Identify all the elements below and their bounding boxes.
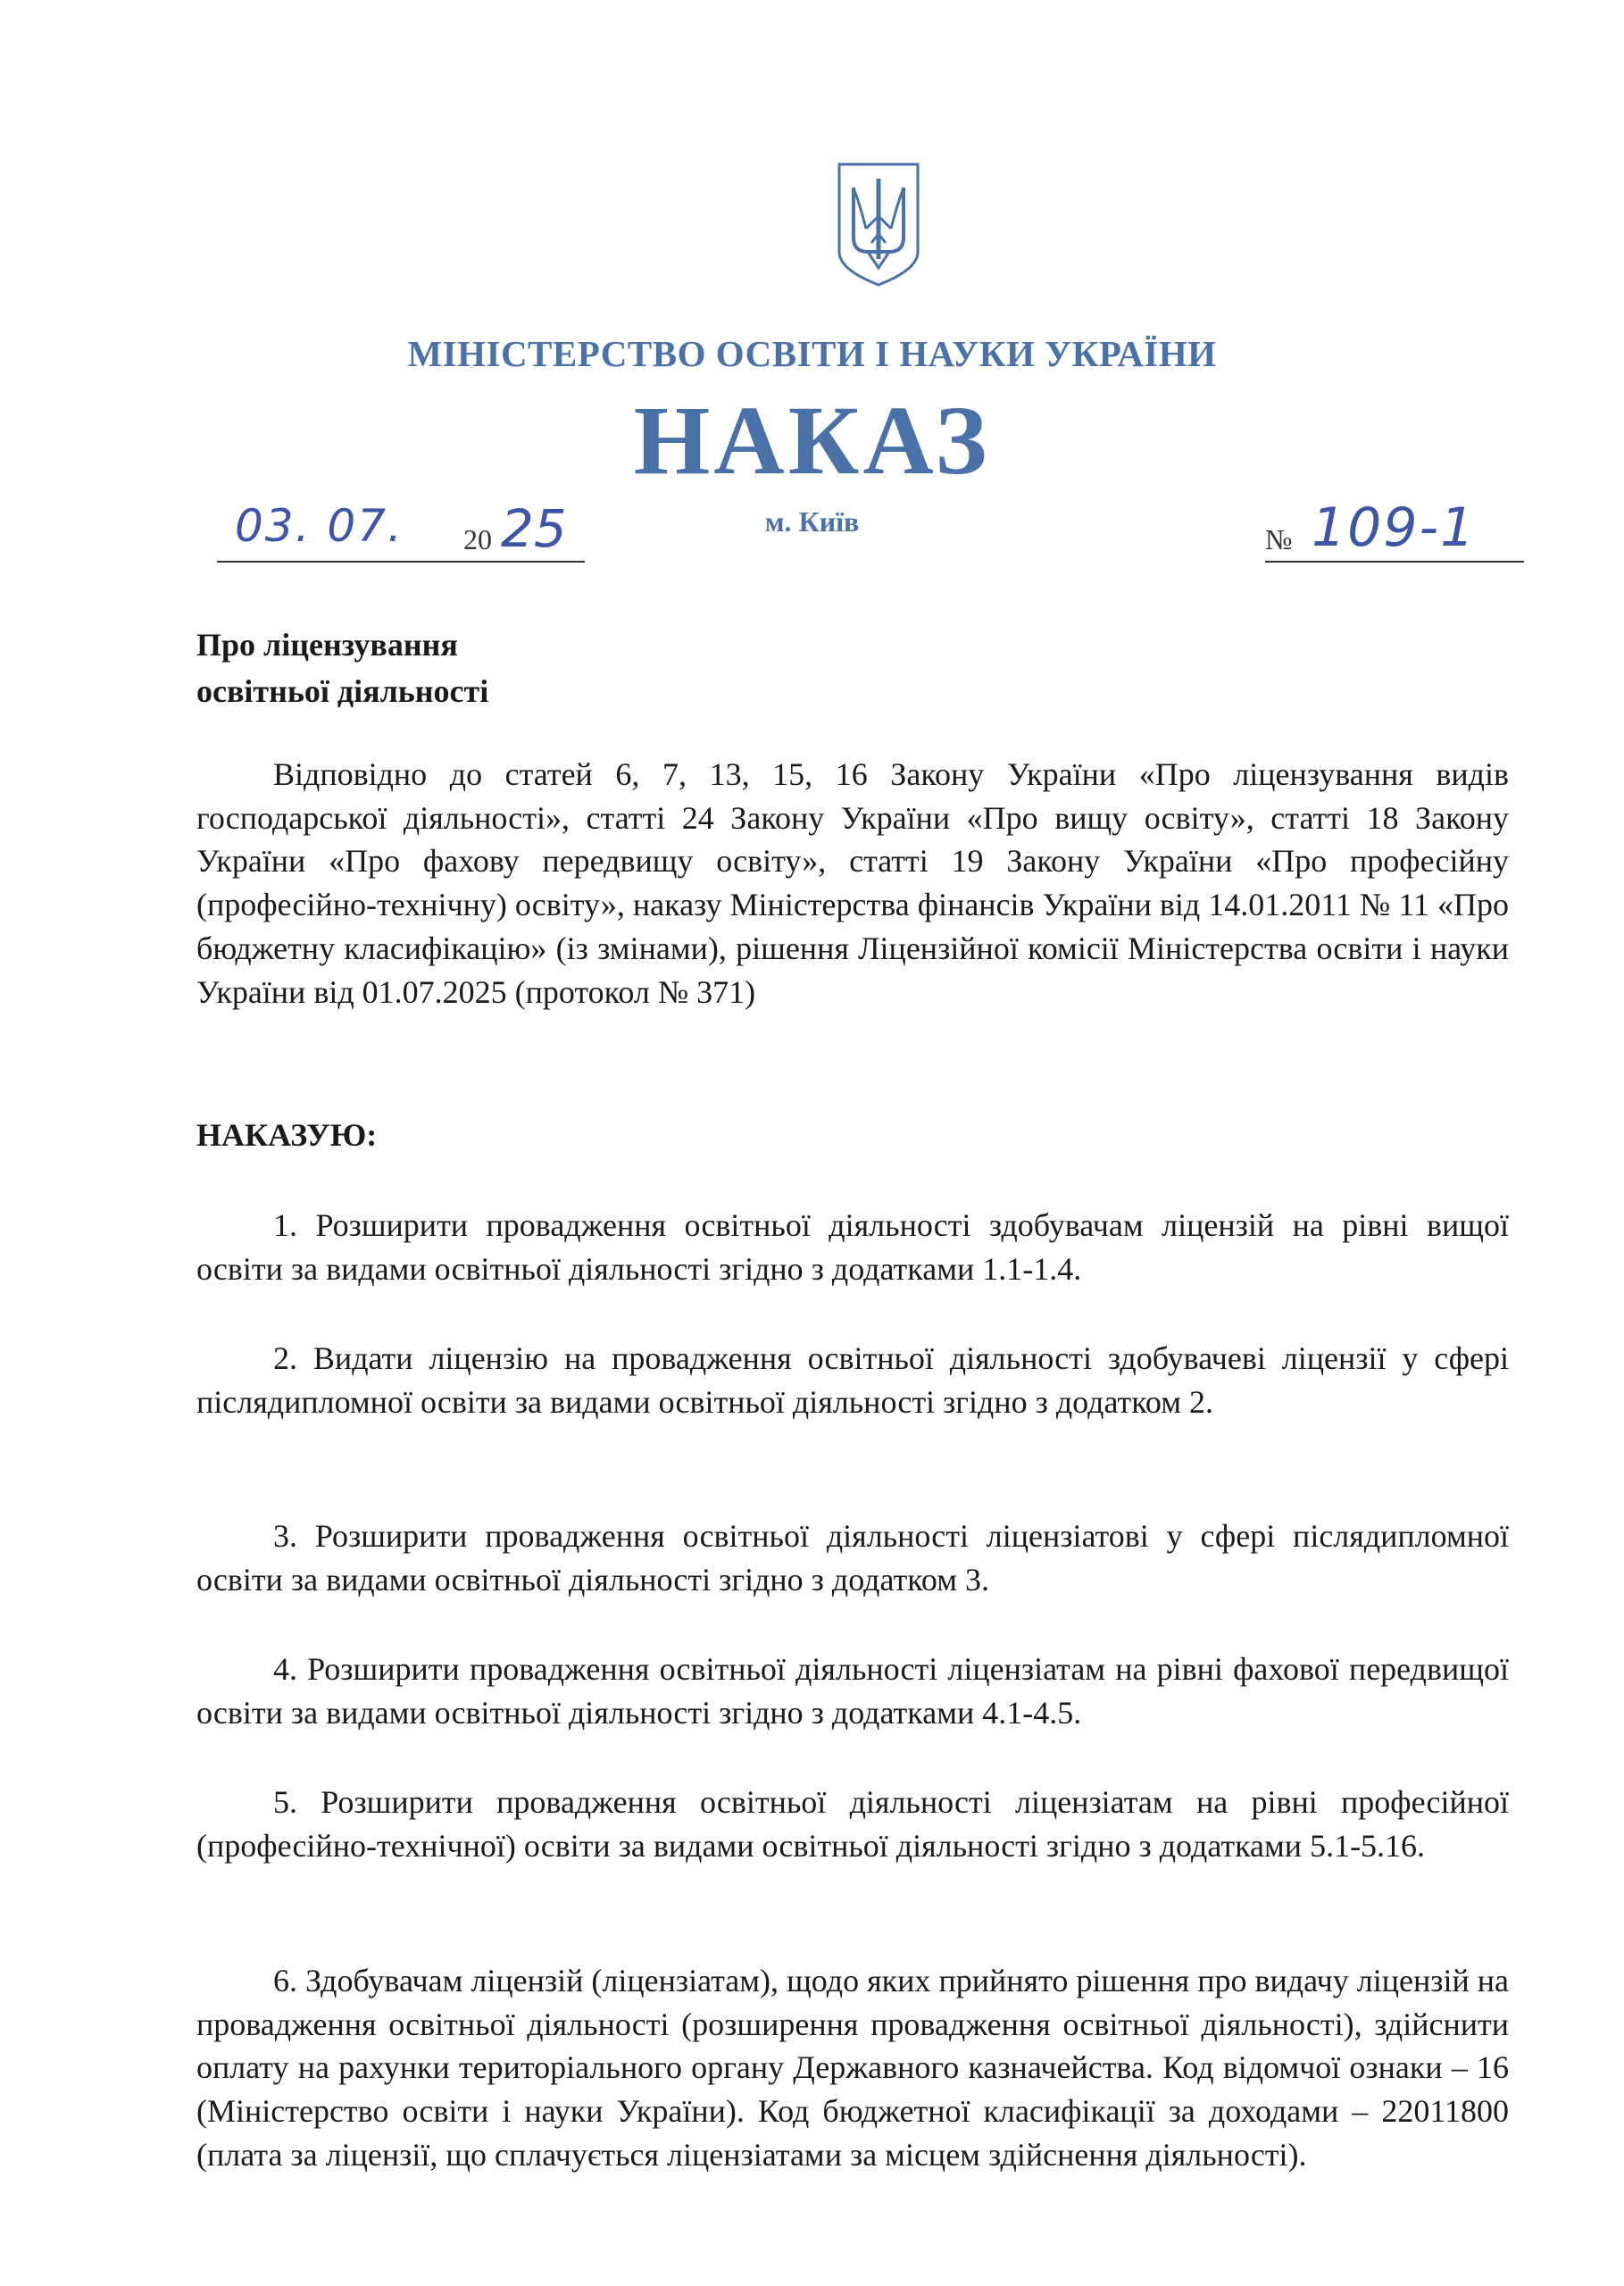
city-label: м. Київ xyxy=(764,505,860,538)
subject-line-2: освітньої діяльності xyxy=(196,673,489,709)
order-number-handwritten: 109-1 xyxy=(1312,496,1477,559)
preamble-paragraph: Відповідно до статей 6, 7, 13, 15, 16 Закону України «Про ліцензування видів господарської діяльності», статті 24 Закону України «Про вищу освіту», статті 18 Закону України «Про фахову передвищу освіту», статті 19 Закону України «Про професійну (професійно-технічну) освіту», наказу Міністерства фінансів України від 14.01.2011 № 11 «Про бюджетну класифікацію» (із змінами), рішення Ліцензійної комісії Міністерства освіти і науки України від 01.07.2025 (протокол № 371) xyxy=(196,756,1509,1010)
ministry-name: МІНІСТЕРСТВО ОСВІТИ І НАУКИ УКРАЇНИ xyxy=(407,333,1217,374)
order-item-1: 1. Розширити провадження освітньої діяльності здобувачам ліцензій на рівні вищої освіти за видами освітньої діяльності згідно з додатками 1.1-1.4. xyxy=(196,1207,1509,1287)
order-item-3: 3. Розширити провадження освітньої діяльності ліцензіатові у сфері післядипломної освіти за видами освітньої діяльності згідно з додатком 3. xyxy=(196,1518,1509,1598)
order-item-5: 5. Розширити провадження освітньої діяльності ліцензіатам на рівні професійної (професійно-технічної) освіти за видами освітньої діяльності згідно з додатками 5.1-5.16. xyxy=(196,1784,1509,1864)
order-item-6: 6. Здобувачам ліцензій (ліцензіатам), щодо яких прийнято рішення про видачу ліцензій на провадження освітньої діяльності (розширення провадження освітньої діяльності), здійснити оплату на рахунки територіального органу Державного казначейства. Код відомчої ознаки – 16 (Міністерство освіти і науки України). Код бюджетної класифікації за доходами – 22011800 (плата за ліцензії, що сплачується ліцензіатами за місцем здійснення діяльності). xyxy=(196,1963,1509,2173)
order-item-4: 4. Розширити провадження освітньої діяльності ліцензіатам на рівні фахової передвищої освіти за видами освітньої діяльності згідно з додатками 4.1-4.5. xyxy=(196,1651,1509,1731)
subject-line-1: Про ліцензування xyxy=(196,627,458,663)
order-item-2: 2. Видати ліцензію на провадження освітньої діяльності здобувачеві ліцензії у сфері післядипломної освіти за видами освітньої діяльності згідно з додатком 2. xyxy=(196,1340,1509,1420)
number-sign: № xyxy=(1265,523,1293,555)
date-year-handwritten: 25 xyxy=(501,498,567,559)
trident-coat-of-arms-icon xyxy=(834,159,923,288)
ordering-heading: НАКАЗУЮ: xyxy=(196,1117,378,1153)
date-handwritten: 03. 07. xyxy=(235,500,404,552)
order-number-field xyxy=(1265,496,1524,563)
order-subject xyxy=(196,622,488,714)
date-year-prefix: 20 xyxy=(463,523,492,555)
document-type-title: НАКАЗ xyxy=(633,386,991,495)
